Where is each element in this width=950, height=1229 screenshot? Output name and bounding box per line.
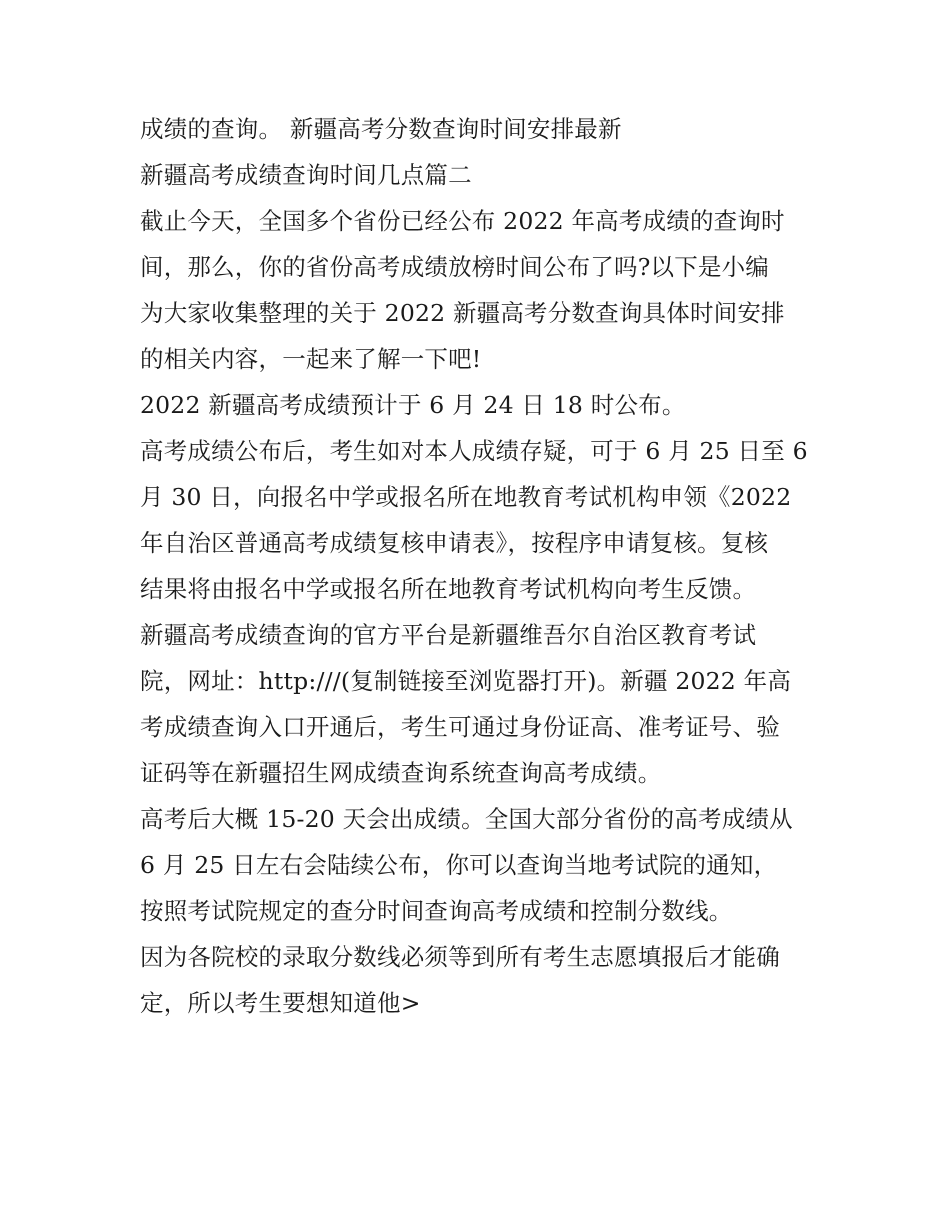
text-line: 2022 新疆高考成绩预计于 6 月 24 日 18 时公布。 [140,391,686,419]
text-line: 证码等在新疆招生网成绩查询系统查询高考成绩。 [140,759,662,787]
section-heading: 新疆高考成绩查询时间几点篇二 [140,161,472,189]
text-line: 高考后大概 15-20 天会出成绩。全国大部分省份的高考成绩从 [140,805,793,833]
text-line: 年自治区普通高考成绩复核申请表》，按程序申请复核。复核 [140,529,769,557]
text-line: 月 30 日，向报名中学或报名所在地教育考试机构申领《2022 [140,483,792,511]
text-line: 间，那么，你的省份高考成绩放榜时间公布了吗?以下是小编 [140,253,769,281]
text-line: 定，所以考生要想知道他> [140,989,421,1017]
text-line: 因为各院校的录取分数线必须等到所有考生志愿填报后才能确 [140,943,780,971]
text-line: 院，网址：http:///(复制链接至浏览器打开)。新疆 2022 年高 [140,667,792,695]
text-line: 结果将由报名中学或报名所在地教育考试机构向考生反馈。 [140,575,757,603]
text-line: 成绩的查询。 新疆高考分数查询时间安排最新 [140,115,622,143]
text-line: 截止今天，全国多个省份已经公布 2022 年高考成绩的查询时 [140,207,785,235]
text-line: 新疆高考成绩查询的官方平台是新疆维吾尔自治区教育考试 [140,621,757,649]
text-line: 6 月 25 日左右会陆续公布，你可以查询当地考试院的通知， [140,851,778,879]
text-line: 按照考试院规定的查分时间查询高考成绩和控制分数线。 [140,897,733,925]
text-line: 考成绩查询入口开通后，考生可通过身份证高、准考证号、验 [140,713,780,741]
text-line: 高考成绩公布后，考生如对本人成绩存疑，可于 6 月 25 日至 6 [140,437,808,465]
document-body [140,106,830,1026]
text-line: 为大家收集整理的关于 2022 新疆高考分数查询具体时间安排 [140,299,785,327]
text-line: 的相关内容，一起来了解一下吧! [140,345,482,373]
